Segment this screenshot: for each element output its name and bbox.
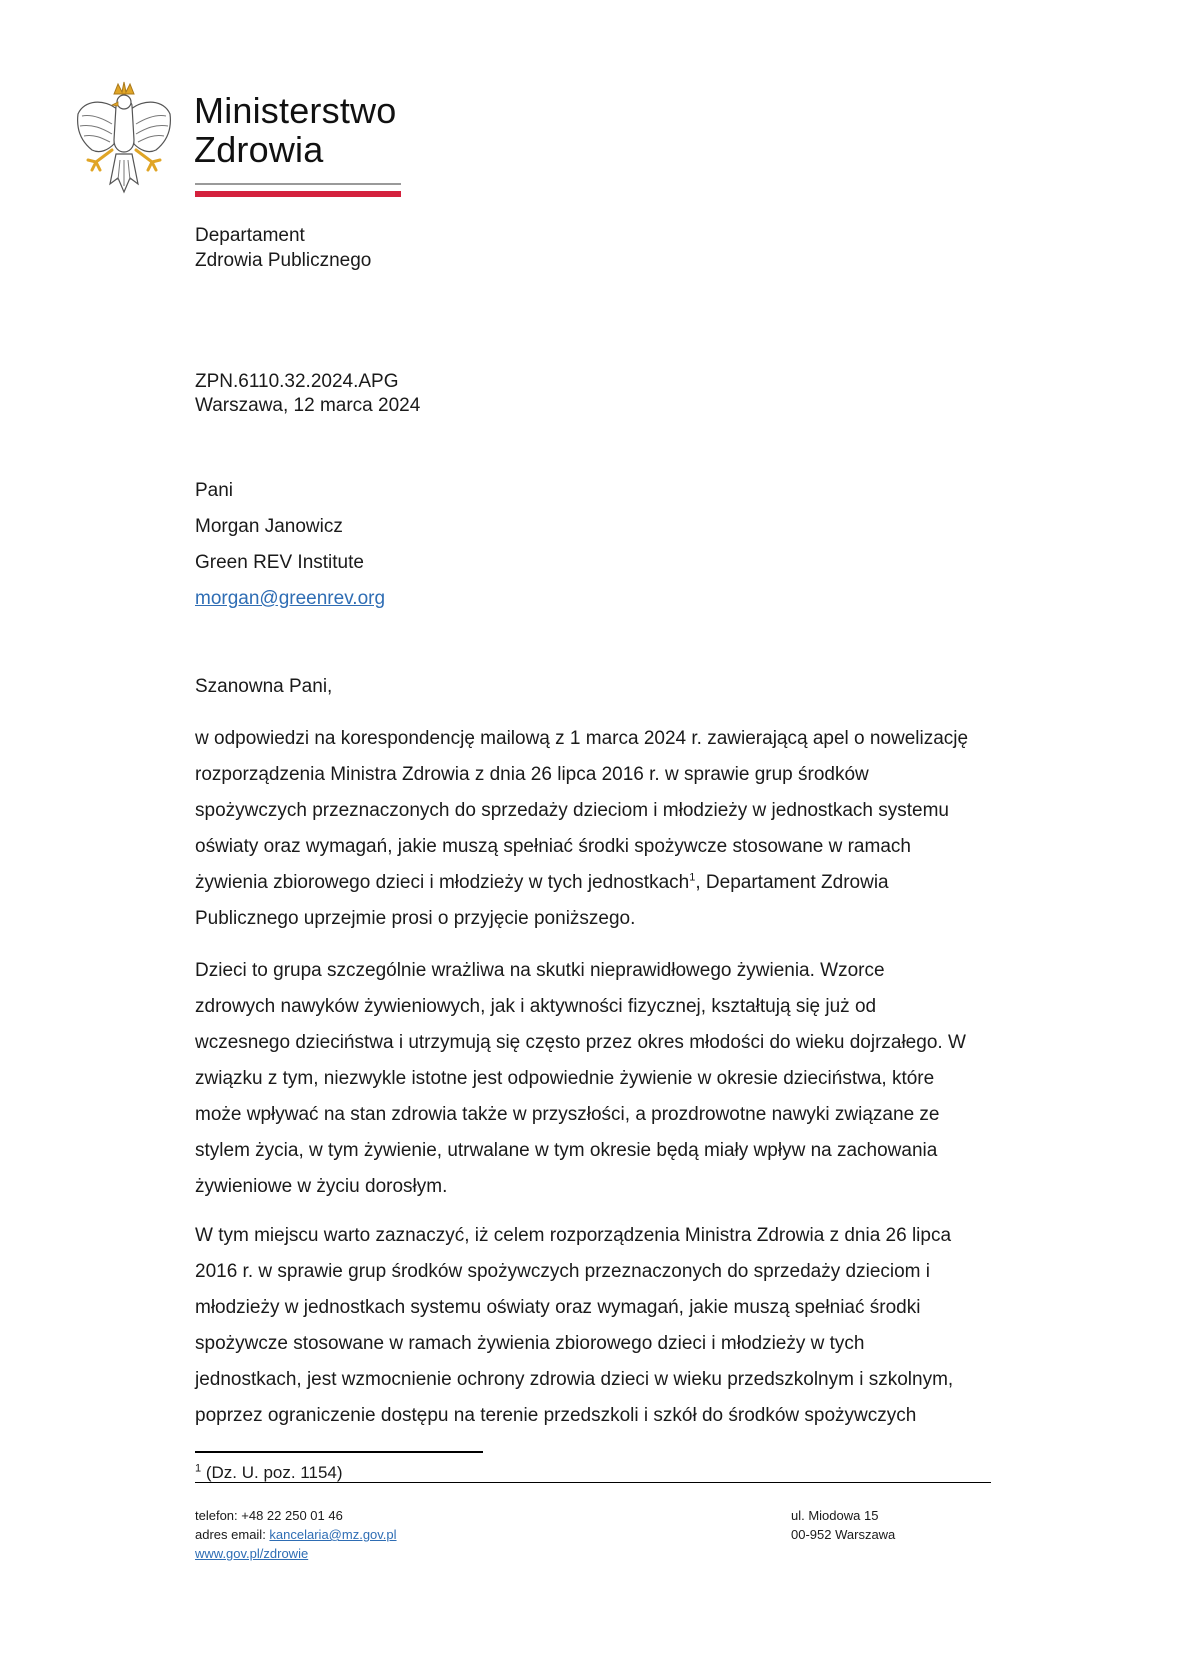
- body-paragraph-2: [195, 953, 995, 1205]
- paragraph-line: może wpływać na stan zdrowia także w przyszłości, a prozdrowotne nawyki związane ze: [195, 1104, 940, 1125]
- paragraph-line: Dzieci to grupa szczególnie wrażliwa na skutki nieprawidłowego żywienia. Wzorce: [195, 960, 885, 981]
- paragraph-line: W tym miejscu warto zaznaczyć, iż celem rozporządzenia Ministra Zdrowia z dnia 26 lipca: [195, 1225, 952, 1246]
- department-line1: Departament: [195, 225, 305, 246]
- paragraph-line: [195, 865, 995, 901]
- paragraph-text: żywienia zbiorowego dzieci i młodzieży w tych jednostkach: [195, 872, 690, 893]
- paragraph-text: , Departament Zdrowia: [695, 872, 889, 893]
- paragraph-line: oświaty oraz wymagań, jakie muszą spełniać środki spożywcze stosowane w ramach: [195, 836, 911, 857]
- recipient-title: Pani: [195, 480, 234, 501]
- paragraph-line: rozporządzenia Ministra Zdrowia z dnia 26 lipca 2016 r. w sprawie grup środków: [195, 764, 869, 785]
- recipient-organization: Green REV Institute: [195, 552, 364, 573]
- header-grey-rule: [195, 183, 401, 185]
- recipient-email-link[interactable]: morgan@greenrev.org: [195, 588, 386, 609]
- ministry-name-line2: Zdrowia: [194, 129, 324, 170]
- footnote-separator: [195, 1451, 483, 1453]
- footer-website-link[interactable]: www.gov.pl/zdrowie: [195, 1546, 309, 1561]
- letter-date: Warszawa, 12 marca 2024: [195, 395, 421, 416]
- salutation: Szanowna Pani,: [195, 676, 333, 697]
- body-paragraph-1: [195, 721, 995, 937]
- footer-email: [195, 1525, 397, 1544]
- footer-rule: [195, 1482, 991, 1483]
- polish-eagle-icon: [74, 80, 174, 200]
- footer-email-label: adres email:: [195, 1527, 270, 1542]
- paragraph-line: zdrowych nawyków żywieniowych, jak i aktywności fizycznej, kształtują się już od: [195, 996, 877, 1017]
- paragraph-line: spożywczych przeznaczonych do sprzedaży dzieciom i młodzieży w jednostkach systemu: [195, 800, 949, 821]
- footer-phone: telefon: +48 22 250 01 46: [195, 1508, 343, 1523]
- paragraph-line: w odpowiedzi na korespondencję mailową z 1 marca 2024 r. zawierającą apel o nowelizację: [195, 728, 969, 749]
- paragraph-line: żywieniowe w życiu dorosłym.: [195, 1176, 448, 1197]
- footer-address-line1: ul. Miodowa 15: [791, 1508, 879, 1523]
- department-line2: Zdrowia Publicznego: [195, 250, 372, 271]
- paragraph-line: związku z tym, niezwykle istotne jest odpowiednie żywienie w okresie dzieciństwa, które: [195, 1068, 935, 1089]
- paragraph-line: 2016 r. w sprawie grup środków spożywczych przeznaczonych do sprzedaży dzieciom i: [195, 1261, 930, 1282]
- paragraph-line: stylem życia, w tym żywienie, utrwalane w tym okresie będą miały wpływ na zachowania: [195, 1140, 938, 1161]
- footer-address-line2: 00-952 Warszawa: [791, 1527, 896, 1542]
- recipient-name: Morgan Janowicz: [195, 516, 343, 537]
- paragraph-line: młodzieży w jednostkach systemu oświaty oraz wymagań, jakie muszą spełniać środki: [195, 1297, 921, 1318]
- paragraph-line: jednostkach, jest wzmocnienie ochrony zdrowia dzieci w wieku przedszkolnym i szkolnym,: [195, 1369, 954, 1390]
- footer-email-link[interactable]: kancelaria@mz.gov.pl: [269, 1527, 397, 1542]
- footnote: [195, 1462, 343, 1484]
- paragraph-line: spożywcze stosowane w ramach żywienia zbiorowego dzieci i młodzieży w tych: [195, 1333, 865, 1354]
- reference-number: ZPN.6110.32.2024.APG: [195, 371, 399, 392]
- body-paragraph-3: [195, 1218, 995, 1434]
- ministry-name-line1: Ministerstwo: [194, 90, 397, 131]
- paragraph-line: wczesnego dzieciństwa i utrzymują się często przez okres młodości do wieku dojrzałego. W: [195, 1032, 966, 1053]
- footnote-reference[interactable]: 1: [689, 871, 696, 884]
- paragraph-line: Publicznego uprzejmie prosi o przyjęcie poniższego.: [195, 908, 636, 929]
- paragraph-line: poprzez ograniczenie dostępu na terenie przedszkoli i szkół do środków spożywczych: [195, 1405, 917, 1426]
- footnote-mark: 1: [195, 1462, 202, 1475]
- footnote-text: (Dz. U. poz. 1154): [201, 1463, 343, 1482]
- header-red-rule: [195, 191, 401, 197]
